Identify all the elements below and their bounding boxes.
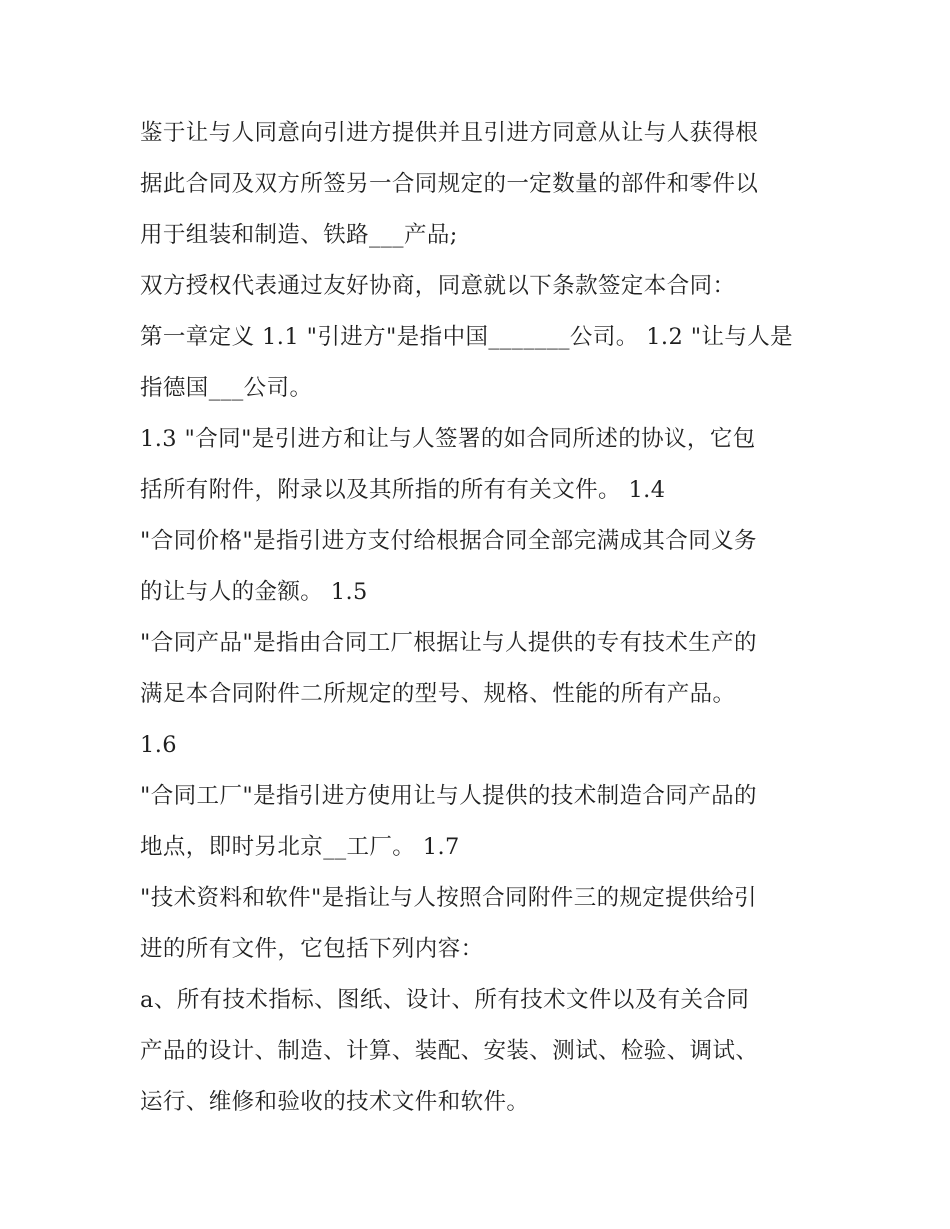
- text-line: 鉴于让与人同意向引进方提供并且引进方同意从让与人获得根: [140, 120, 759, 146]
- text-line: "合同工厂"是指引进方使用让与人提供的技术制造合同产品的: [140, 783, 757, 809]
- text-line: 的让与人的金额。 1.5: [140, 579, 368, 605]
- text-line: 指德国___公司。: [140, 375, 313, 401]
- text-line: 运行、维修和验收的技术文件和软件。: [140, 1089, 530, 1115]
- text-line: 满足本合同附件二所规定的型号、规格、性能的所有产品。: [140, 681, 736, 707]
- text-line: 进的所有文件，它包括下列内容：: [140, 936, 484, 962]
- text-line: "合同产品"是指由合同工厂根据让与人提供的专有技术生产的: [140, 630, 757, 656]
- text-line: a、所有技术指标、图纸、设计、所有技术文件以及有关合同: [140, 987, 750, 1013]
- text-line: 1.3 "合同"是引进方和让与人签署的如合同所述的协议，它包: [140, 426, 756, 452]
- text-line: 第一章定义 1.1 "引进方"是指中国_______公司。 1.2 "让与人是: [140, 324, 794, 350]
- text-line: 双方授权代表通过友好协商，同意就以下条款签定本合同：: [140, 273, 736, 299]
- text-line: "合同价格"是指引进方支付给根据合同全部完满成其合同义务: [140, 528, 757, 554]
- text-line: 地点，即时另北京__工厂。 1.7: [140, 834, 460, 860]
- contract-text-body: [140, 108, 820, 1128]
- text-line: "技术资料和软件"是指让与人按照合同附件三的规定提供给引: [140, 885, 757, 911]
- text-line: 括所有附件，附录以及其所指的所有有关文件。 1.4: [140, 477, 666, 503]
- text-line: 1.6: [140, 732, 177, 758]
- text-line: 产品的设计、制造、计算、装配、安装、测试、检验、调试、: [140, 1038, 759, 1064]
- text-line: 据此合同及双方所签另一合同规定的一定数量的部件和零件以: [140, 171, 759, 197]
- text-line: 用于组装和制造、铁路___产品;: [140, 222, 458, 248]
